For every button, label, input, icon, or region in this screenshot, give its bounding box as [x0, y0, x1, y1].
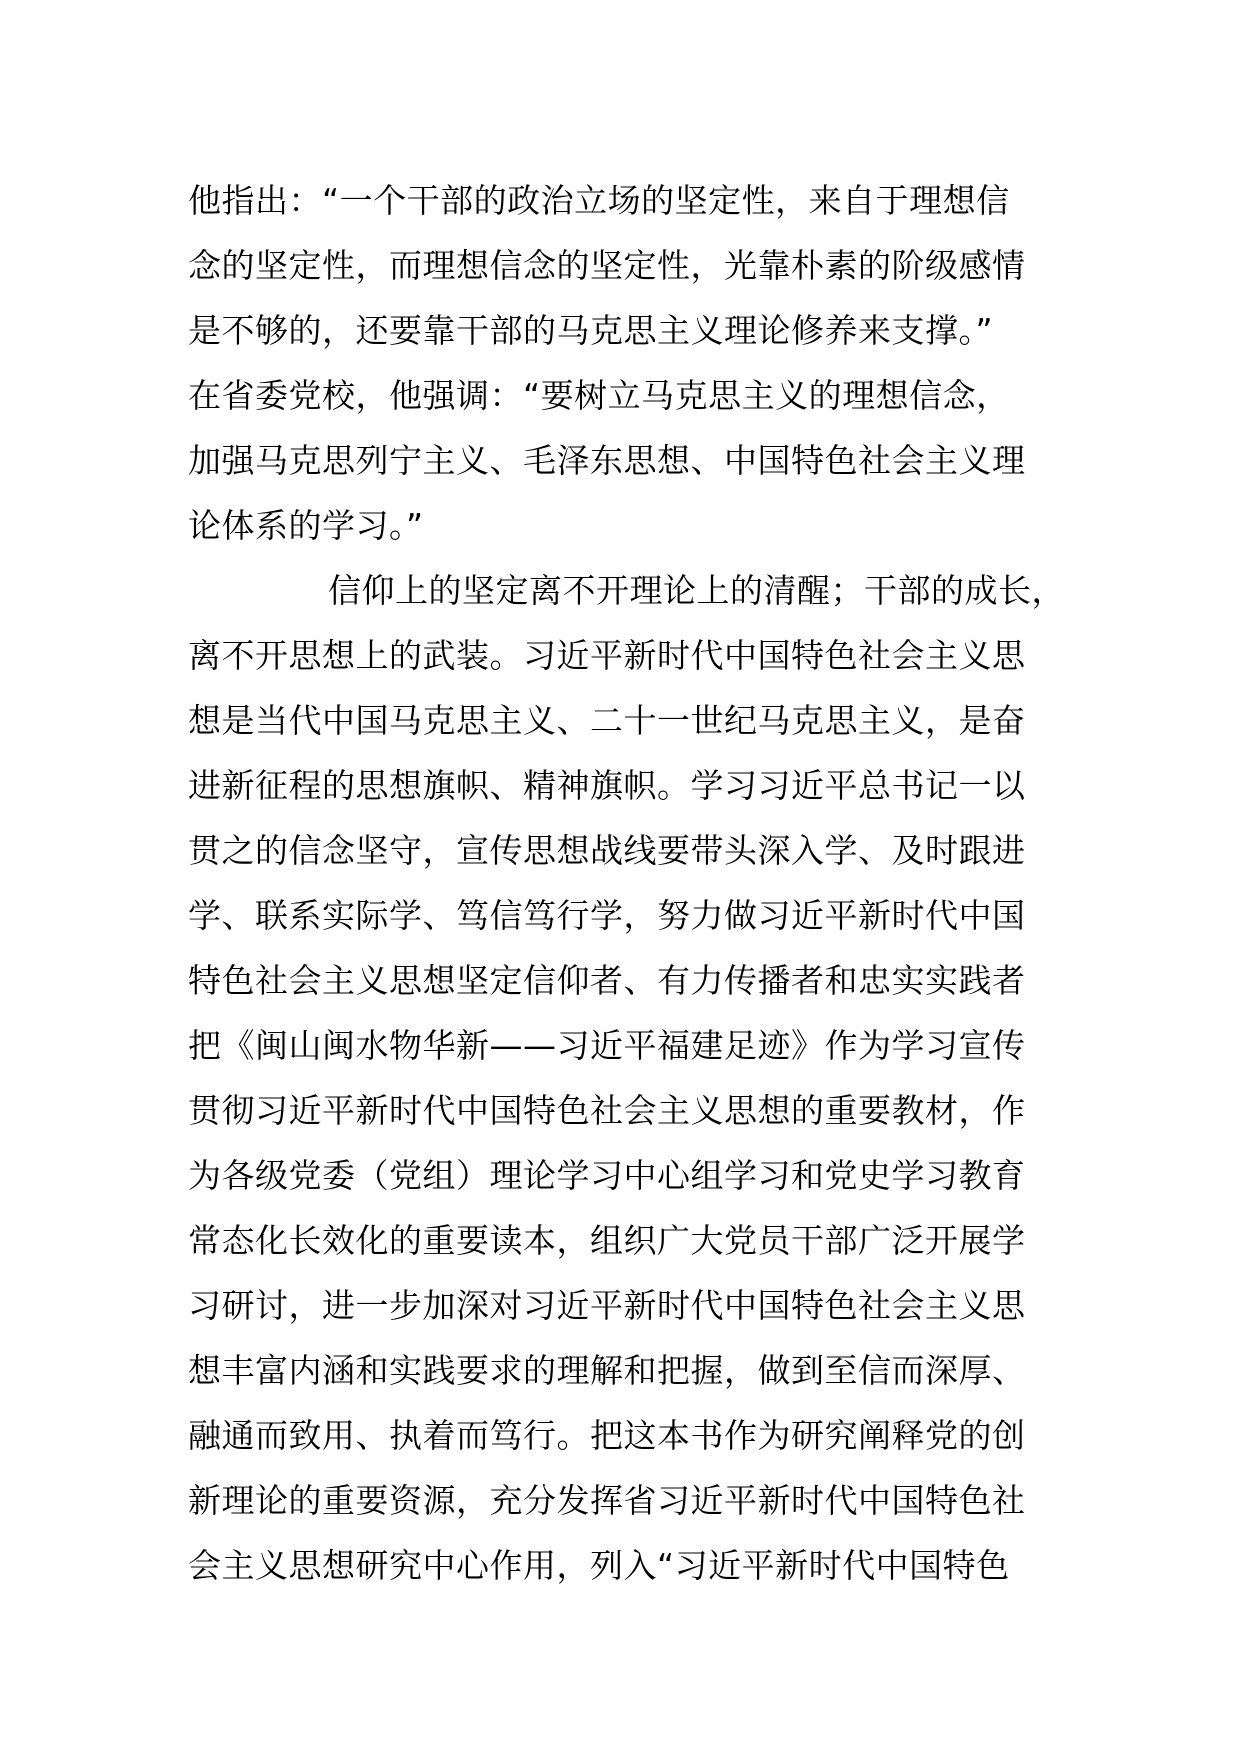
text-line: 把《闽山闽水物华新——习近平福建足迹》作为学习宣传 [188, 1026, 1026, 1065]
text-line: 离不开思想上的武装。习近平新时代中国特色社会主义思 [188, 636, 1026, 675]
text-line: 为各级党委（党组）理论学习中心组学习和党史学习教育 [188, 1156, 1026, 1195]
text-line: 会主义思想研究中心作用，列入“习近平新时代中国特色 [188, 1546, 1010, 1585]
text-line: 想是当代中国马克思主义、二十一世纪马克思主义，是奋 [188, 701, 1026, 740]
text-line: 贯彻习近平新时代中国特色社会主义思想的重要教材，作 [188, 1091, 1026, 1130]
text-line: 进新征程的思想旗帜、精神旗帜。学习习近平总书记一以 [188, 766, 1026, 805]
text-line: 论体系的学习。” [188, 506, 424, 545]
text-line: 想丰富内涵和实践要求的理解和把握，做到至信而深厚、 [188, 1351, 1026, 1390]
text-line: 融通而致用、执着而笃行。把这本书作为研究阐释党的创 [188, 1416, 1026, 1455]
text-line: 特色社会主义思想坚定信仰者、有力传播者和忠实实践者 [188, 961, 1026, 1000]
body-text [188, 168, 1088, 1598]
text-line: 是不够的，还要靠干部的马克思主义理论修养来支撑。” [188, 311, 994, 350]
text-line: 加强马克思列宁主义、毛泽东思想、中国特色社会主义理 [188, 441, 1026, 480]
text-line: 念的坚定性，而理想信念的坚定性，光靠朴素的阶级感情 [188, 246, 1026, 285]
text-line: 新理论的重要资源，充分发挥省习近平新时代中国特色社 [188, 1481, 1026, 1520]
text-line: 学、联系实际学、笃信笃行学，努力做习近平新时代中国 [188, 896, 1026, 935]
text-line: 他指出：“一个干部的政治立场的坚定性，来自于理想信 [188, 181, 1010, 220]
text-line: 习研讨，进一步加深对习近平新时代中国特色社会主义思 [188, 1286, 1026, 1325]
text-line: 在省委党校，他强调：“要树立马克思主义的理想信念， [188, 376, 1010, 415]
paragraph-start-line: 信仰上的坚定离不开理论上的清醒；干部的成长， [328, 571, 1065, 610]
text-line: 常态化长效化的重要读本，组织广大党员干部广泛开展学 [188, 1221, 1026, 1260]
text-line: 贯之的信念坚守，宣传思想战线要带头深入学、及时跟进 [188, 831, 1026, 870]
